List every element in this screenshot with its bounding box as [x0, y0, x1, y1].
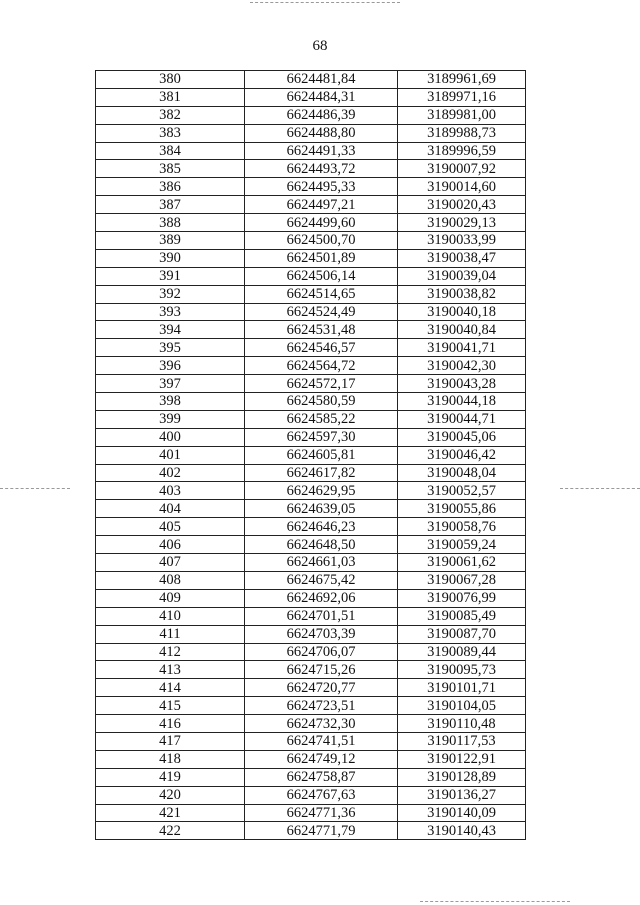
y-coordinate-cell: 3190038,82 — [398, 285, 526, 303]
y-coordinate-cell: 3190122,91 — [398, 750, 526, 768]
point-number-cell: 397 — [96, 375, 245, 393]
table-row — [96, 625, 526, 643]
table-row — [96, 589, 526, 607]
point-number-cell: 380 — [96, 71, 245, 89]
point-number-cell: 412 — [96, 643, 245, 661]
point-number-cell: 421 — [96, 804, 245, 822]
point-number-cell: 405 — [96, 518, 245, 536]
point-number-cell: 416 — [96, 715, 245, 733]
x-coordinate-cell: 6624481,84 — [245, 71, 398, 89]
y-coordinate-cell: 3190095,73 — [398, 661, 526, 679]
table-row — [96, 232, 526, 250]
x-coordinate-cell: 6624646,23 — [245, 518, 398, 536]
y-coordinate-cell: 3190038,47 — [398, 249, 526, 267]
table-row — [96, 142, 526, 160]
y-coordinate-cell: 3190033,99 — [398, 232, 526, 250]
x-coordinate-cell: 6624580,59 — [245, 393, 398, 411]
point-number-cell: 384 — [96, 142, 245, 160]
x-coordinate-cell: 6624732,30 — [245, 715, 398, 733]
y-coordinate-cell: 3190029,13 — [398, 214, 526, 232]
y-coordinate-cell: 3190045,06 — [398, 428, 526, 446]
x-coordinate-cell: 6624661,03 — [245, 554, 398, 572]
point-number-cell: 389 — [96, 232, 245, 250]
table-row — [96, 303, 526, 321]
x-coordinate-cell: 6624493,72 — [245, 160, 398, 178]
x-coordinate-cell: 6624500,70 — [245, 232, 398, 250]
y-coordinate-cell: 3190128,89 — [398, 768, 526, 786]
table-row — [96, 178, 526, 196]
point-number-cell: 392 — [96, 285, 245, 303]
y-coordinate-cell: 3189971,16 — [398, 88, 526, 106]
y-coordinate-cell: 3190059,24 — [398, 536, 526, 554]
y-coordinate-cell: 3190089,44 — [398, 643, 526, 661]
x-coordinate-cell: 6624597,30 — [245, 428, 398, 446]
table-row — [96, 518, 526, 536]
y-coordinate-cell: 3190076,99 — [398, 589, 526, 607]
table-row — [96, 357, 526, 375]
coordinates-table — [95, 70, 526, 840]
point-number-cell: 388 — [96, 214, 245, 232]
table-row — [96, 160, 526, 178]
table-row — [96, 339, 526, 357]
table-row — [96, 285, 526, 303]
y-coordinate-cell: 3190104,05 — [398, 697, 526, 715]
y-coordinate-cell: 3190087,70 — [398, 625, 526, 643]
point-number-cell: 417 — [96, 732, 245, 750]
x-coordinate-cell: 6624491,33 — [245, 142, 398, 160]
x-coordinate-cell: 6624749,12 — [245, 750, 398, 768]
point-number-cell: 409 — [96, 589, 245, 607]
x-coordinate-cell: 6624486,39 — [245, 106, 398, 124]
y-coordinate-cell: 3190007,92 — [398, 160, 526, 178]
x-coordinate-cell: 6624706,07 — [245, 643, 398, 661]
y-coordinate-cell: 3190043,28 — [398, 375, 526, 393]
point-number-cell: 396 — [96, 357, 245, 375]
y-coordinate-cell: 3190020,43 — [398, 196, 526, 214]
table-row — [96, 88, 526, 106]
table-row — [96, 446, 526, 464]
point-number-cell: 394 — [96, 321, 245, 339]
table-row — [96, 786, 526, 804]
y-coordinate-cell: 3190014,60 — [398, 178, 526, 196]
x-coordinate-cell: 6624723,51 — [245, 697, 398, 715]
table-row — [96, 607, 526, 625]
x-coordinate-cell: 6624703,39 — [245, 625, 398, 643]
x-coordinate-cell: 6624524,49 — [245, 303, 398, 321]
table-row — [96, 804, 526, 822]
x-coordinate-cell: 6624675,42 — [245, 571, 398, 589]
point-number-cell: 420 — [96, 786, 245, 804]
y-coordinate-cell: 3190040,84 — [398, 321, 526, 339]
table-row — [96, 482, 526, 500]
y-coordinate-cell: 3190048,04 — [398, 464, 526, 482]
x-coordinate-cell: 6624488,80 — [245, 124, 398, 142]
table-row — [96, 750, 526, 768]
x-coordinate-cell: 6624585,22 — [245, 410, 398, 428]
table-row — [96, 214, 526, 232]
y-coordinate-cell: 3190055,86 — [398, 500, 526, 518]
x-coordinate-cell: 6624514,65 — [245, 285, 398, 303]
table-row — [96, 196, 526, 214]
y-coordinate-cell: 3189981,00 — [398, 106, 526, 124]
point-number-cell: 393 — [96, 303, 245, 321]
y-coordinate-cell: 3190140,09 — [398, 804, 526, 822]
point-number-cell: 407 — [96, 554, 245, 572]
point-number-cell: 419 — [96, 768, 245, 786]
table-row — [96, 321, 526, 339]
x-coordinate-cell: 6624771,79 — [245, 822, 398, 840]
x-coordinate-cell: 6624715,26 — [245, 661, 398, 679]
page-number: 68 — [312, 38, 328, 54]
x-coordinate-cell: 6624639,05 — [245, 500, 398, 518]
point-number-cell: 390 — [96, 249, 245, 267]
x-coordinate-cell: 6624497,21 — [245, 196, 398, 214]
x-coordinate-cell: 6624771,36 — [245, 804, 398, 822]
y-coordinate-cell: 3190046,42 — [398, 446, 526, 464]
point-number-cell: 381 — [96, 88, 245, 106]
y-coordinate-cell: 3190085,49 — [398, 607, 526, 625]
table-row — [96, 536, 526, 554]
x-coordinate-cell: 6624495,33 — [245, 178, 398, 196]
y-coordinate-cell: 3190044,71 — [398, 410, 526, 428]
x-coordinate-cell: 6624767,63 — [245, 786, 398, 804]
table-row — [96, 410, 526, 428]
y-coordinate-cell: 3190101,71 — [398, 679, 526, 697]
x-coordinate-cell: 6624758,87 — [245, 768, 398, 786]
table-row — [96, 393, 526, 411]
y-coordinate-cell: 3190052,57 — [398, 482, 526, 500]
table-row — [96, 375, 526, 393]
point-number-cell: 411 — [96, 625, 245, 643]
point-number-cell: 403 — [96, 482, 245, 500]
y-coordinate-cell: 3190058,76 — [398, 518, 526, 536]
y-coordinate-cell: 3190040,18 — [398, 303, 526, 321]
point-number-cell: 413 — [96, 661, 245, 679]
x-coordinate-cell: 6624484,31 — [245, 88, 398, 106]
table-row — [96, 106, 526, 124]
point-number-cell: 386 — [96, 178, 245, 196]
point-number-cell: 401 — [96, 446, 245, 464]
x-coordinate-cell: 6624617,82 — [245, 464, 398, 482]
x-coordinate-cell: 6624564,72 — [245, 357, 398, 375]
x-coordinate-cell: 6624701,51 — [245, 607, 398, 625]
point-number-cell: 404 — [96, 500, 245, 518]
table-row — [96, 715, 526, 733]
point-number-cell: 402 — [96, 464, 245, 482]
table-row — [96, 500, 526, 518]
scan-artifact-line — [420, 901, 570, 902]
x-coordinate-cell: 6624546,57 — [245, 339, 398, 357]
scan-artifact-line — [560, 488, 640, 489]
y-coordinate-cell: 3190110,48 — [398, 715, 526, 733]
scan-artifact-line — [0, 488, 70, 489]
x-coordinate-cell: 6624531,48 — [245, 321, 398, 339]
table-row — [96, 124, 526, 142]
point-number-cell: 406 — [96, 536, 245, 554]
x-coordinate-cell: 6624506,14 — [245, 267, 398, 285]
table-row — [96, 554, 526, 572]
point-number-cell: 383 — [96, 124, 245, 142]
x-coordinate-cell: 6624572,17 — [245, 375, 398, 393]
x-coordinate-cell: 6624648,50 — [245, 536, 398, 554]
point-number-cell: 387 — [96, 196, 245, 214]
y-coordinate-cell: 3190140,43 — [398, 822, 526, 840]
x-coordinate-cell: 6624692,06 — [245, 589, 398, 607]
y-coordinate-cell: 3190136,27 — [398, 786, 526, 804]
y-coordinate-cell: 3190041,71 — [398, 339, 526, 357]
y-coordinate-cell: 3190042,30 — [398, 357, 526, 375]
point-number-cell: 391 — [96, 267, 245, 285]
coordinates-table-body — [96, 71, 526, 840]
point-number-cell: 408 — [96, 571, 245, 589]
x-coordinate-cell: 6624499,60 — [245, 214, 398, 232]
point-number-cell: 382 — [96, 106, 245, 124]
table-row — [96, 661, 526, 679]
table-row — [96, 697, 526, 715]
point-number-cell: 414 — [96, 679, 245, 697]
point-number-cell: 422 — [96, 822, 245, 840]
table-row — [96, 249, 526, 267]
y-coordinate-cell: 3190067,28 — [398, 571, 526, 589]
x-coordinate-cell: 6624629,95 — [245, 482, 398, 500]
scan-artifact-line — [250, 2, 400, 3]
point-number-cell: 398 — [96, 393, 245, 411]
y-coordinate-cell: 3189996,59 — [398, 142, 526, 160]
point-number-cell: 418 — [96, 750, 245, 768]
point-number-cell: 399 — [96, 410, 245, 428]
y-coordinate-cell: 3189988,73 — [398, 124, 526, 142]
table-row — [96, 71, 526, 89]
table-row — [96, 571, 526, 589]
y-coordinate-cell: 3190044,18 — [398, 393, 526, 411]
point-number-cell: 415 — [96, 697, 245, 715]
point-number-cell: 395 — [96, 339, 245, 357]
y-coordinate-cell: 3189961,69 — [398, 71, 526, 89]
table-row — [96, 267, 526, 285]
x-coordinate-cell: 6624605,81 — [245, 446, 398, 464]
table-row — [96, 732, 526, 750]
y-coordinate-cell: 3190061,62 — [398, 554, 526, 572]
table-row — [96, 428, 526, 446]
table-row — [96, 768, 526, 786]
table-row — [96, 679, 526, 697]
point-number-cell: 400 — [96, 428, 245, 446]
point-number-cell: 410 — [96, 607, 245, 625]
table-row — [96, 822, 526, 840]
y-coordinate-cell: 3190039,04 — [398, 267, 526, 285]
point-number-cell: 385 — [96, 160, 245, 178]
table-row — [96, 464, 526, 482]
x-coordinate-cell: 6624720,77 — [245, 679, 398, 697]
x-coordinate-cell: 6624501,89 — [245, 249, 398, 267]
y-coordinate-cell: 3190117,53 — [398, 732, 526, 750]
x-coordinate-cell: 6624741,51 — [245, 732, 398, 750]
table-row — [96, 643, 526, 661]
